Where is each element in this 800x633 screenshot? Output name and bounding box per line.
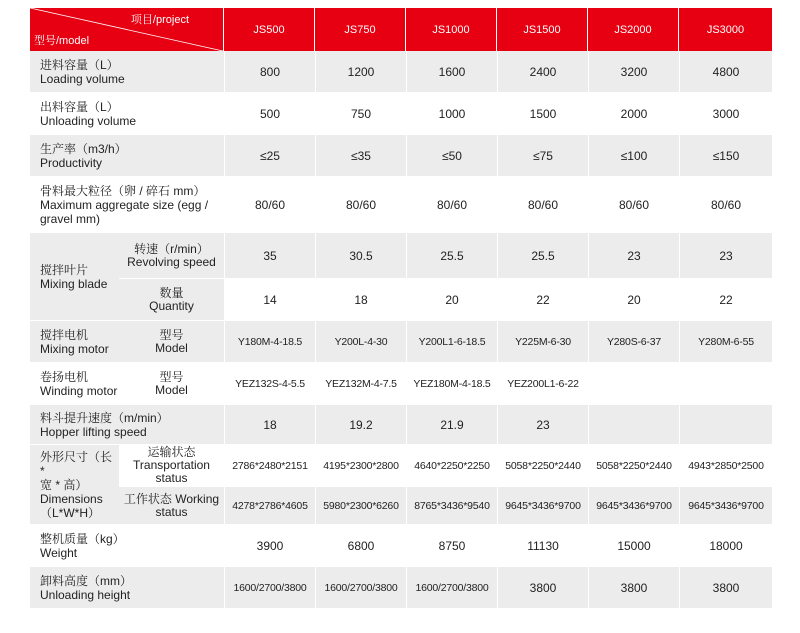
table-cell: 8765*3436*9540 — [406, 487, 497, 525]
sub-label-en: status — [155, 471, 188, 485]
table-cell: 9645*3436*9700 — [588, 487, 679, 525]
row-label-en: Mixing motor — [40, 341, 109, 356]
table-cell: ≤150 — [679, 135, 772, 177]
table-cell: 4943*2850*2500 — [679, 445, 772, 487]
table-cell: 1600/2700/3800 — [406, 567, 497, 609]
table-cell: 80/60 — [588, 177, 679, 233]
model-header: JS1500 — [497, 8, 588, 51]
table-cell: 1600/2700/3800 — [315, 567, 406, 609]
table-cell: 800 — [224, 51, 315, 93]
row-label — [30, 405, 224, 445]
model-header: JS2000 — [588, 8, 679, 51]
table-cell: 5058*2250*2440 — [497, 445, 588, 487]
table-cell: Y200L1-6-18.5 — [406, 321, 497, 363]
table-cell: 22 — [679, 279, 772, 321]
table-cell: 4640*2250*2250 — [406, 445, 497, 487]
table-cell: 80/60 — [406, 177, 497, 233]
table-cell: 500 — [224, 93, 315, 135]
model-header: JS500 — [224, 8, 315, 51]
header-model-label: 型号/model — [34, 35, 90, 47]
row-label-en: Loading volume — [40, 71, 125, 86]
model-header: JS3000 — [679, 8, 772, 51]
table-cell: 3800 — [588, 567, 679, 609]
table-cell: 23 — [679, 233, 772, 279]
row-label — [30, 233, 119, 321]
table-cell: 5058*2250*2440 — [588, 445, 679, 487]
table-cell — [679, 363, 772, 405]
sub-label-en: Transportation — [133, 458, 210, 472]
table-row — [30, 363, 772, 405]
row-label — [30, 135, 224, 177]
row-label-zh: 搅拌叶片 — [40, 262, 89, 277]
table-cell: 25.5 — [406, 233, 497, 279]
table-cell: 2400 — [497, 51, 588, 93]
table-row — [30, 525, 772, 567]
row-label-zh: 外形尺寸（长 * — [40, 449, 113, 478]
table-cell: 3900 — [224, 525, 315, 567]
table-cell — [588, 363, 679, 405]
table-cell: ≤35 — [315, 135, 406, 177]
table-cell: 20 — [588, 279, 679, 321]
sub-label-zh: 数量 — [159, 285, 184, 300]
table-cell: 25.5 — [497, 233, 588, 279]
row-label-en: Maximum aggregate size (egg / — [40, 197, 209, 212]
table-cell — [588, 405, 679, 445]
table-cell: ≤100 — [588, 135, 679, 177]
table-cell: 15000 — [588, 525, 679, 567]
row-label — [30, 445, 119, 525]
sub-label-text: status — [155, 504, 188, 519]
table-cell: 3800 — [497, 567, 588, 609]
table-cell: YEZ180M-4-18.5 — [406, 363, 497, 405]
table-cell: 22 — [497, 279, 588, 321]
row-label — [30, 177, 224, 233]
row-label-zh: 宽 * 高） — [40, 477, 88, 492]
table-cell: ≤75 — [497, 135, 588, 177]
row-label-zh: 整机质量（kg） — [40, 531, 125, 546]
table-row — [30, 445, 772, 487]
table-row — [30, 135, 772, 177]
spec-table — [30, 8, 772, 609]
table-cell: 21.9 — [406, 405, 497, 445]
table-cell: 2786*2480*2151 — [224, 445, 315, 487]
table-row — [30, 177, 772, 233]
row-label-zh: 卸料高度（mm） — [40, 573, 132, 588]
sub-label-text: 工作状态 Working — [123, 491, 220, 506]
table-cell: 80/60 — [497, 177, 588, 233]
table-cell: Y180M-4-18.5 — [224, 321, 315, 363]
sub-label — [119, 279, 224, 321]
table-cell: 18 — [315, 279, 406, 321]
table-cell: 35 — [224, 233, 315, 279]
sub-label-zh: 型号 — [159, 327, 184, 342]
row-label-zh: 进料容量（L） — [40, 57, 119, 72]
table-row — [30, 321, 772, 363]
row-label — [30, 51, 224, 93]
row-label-en: gravel mm) — [40, 211, 101, 226]
table-cell: 30.5 — [315, 233, 406, 279]
row-label-zh: 生产率（m3/h） — [40, 141, 127, 156]
header-row — [30, 8, 772, 51]
table-cell: 6800 — [315, 525, 406, 567]
table-cell: 4800 — [679, 51, 772, 93]
table-cell — [679, 405, 772, 445]
table-cell: 1600/2700/3800 — [224, 567, 315, 609]
sub-label-zh: 型号 — [159, 369, 184, 384]
table-cell: 11130 — [497, 525, 588, 567]
row-label-en: Mixing blade — [40, 276, 108, 291]
table-cell: Y200L-4-30 — [315, 321, 406, 363]
table-cell: 9645*3436*9700 — [497, 487, 588, 525]
table-cell: Y225M-6-30 — [497, 321, 588, 363]
row-label — [30, 321, 119, 363]
table-cell: ≤25 — [224, 135, 315, 177]
table-row — [30, 405, 772, 445]
sub-label-zh: 转速（r/min） — [134, 241, 209, 256]
table-cell: YEZ132M-4-7.5 — [315, 363, 406, 405]
sub-label-en: Model — [155, 382, 188, 397]
row-label-en: Unloading height — [40, 587, 131, 602]
row-label-zh: 骨料最大粒径（卵 / 碎石 mm） — [40, 183, 206, 198]
sub-label-en: Quantity — [149, 298, 194, 313]
row-label-en: Hopper lifting speed — [40, 424, 147, 439]
row-label-en: Weight — [40, 545, 78, 560]
sub-label — [119, 363, 224, 405]
row-label-zh: 料斗提升速度（m/min） — [40, 410, 169, 425]
row-label-en: （L*W*H） — [40, 505, 101, 520]
table-cell: 3800 — [679, 567, 772, 609]
row-label-zh: 搅拌电机 — [40, 327, 89, 342]
row-label — [30, 567, 224, 609]
table-row — [30, 567, 772, 609]
table-cell: 18 — [224, 405, 315, 445]
table-cell: 23 — [497, 405, 588, 445]
table-cell: 23 — [588, 233, 679, 279]
table-cell: 80/60 — [315, 177, 406, 233]
table-cell: ≤50 — [406, 135, 497, 177]
table-cell: 750 — [315, 93, 406, 135]
table-row — [30, 487, 772, 525]
table-cell: 1600 — [406, 51, 497, 93]
sub-label — [119, 445, 224, 487]
sub-label-zh: 运输状态 — [147, 445, 196, 459]
table-cell: 80/60 — [679, 177, 772, 233]
table-cell: 4278*2786*4605 — [224, 487, 315, 525]
table-row — [30, 51, 772, 93]
table-cell: 80/60 — [224, 177, 315, 233]
table-cell: 3200 — [588, 51, 679, 93]
table-cell: 3000 — [679, 93, 772, 135]
table-row — [30, 279, 772, 321]
row-label-en: Dimensions — [40, 491, 103, 506]
table-row — [30, 93, 772, 135]
model-header: JS1000 — [406, 8, 497, 51]
table-row — [30, 233, 772, 279]
sub-label — [119, 321, 224, 363]
sub-label — [119, 233, 224, 279]
header-project-label: 项目/project — [130, 14, 189, 26]
table-cell: 20 — [406, 279, 497, 321]
sub-label-en: Model — [155, 340, 188, 355]
table-cell: 1500 — [497, 93, 588, 135]
table-cell: 2000 — [588, 93, 679, 135]
table-cell: 5980*2300*6260 — [315, 487, 406, 525]
table-cell: 8750 — [406, 525, 497, 567]
row-label — [30, 93, 224, 135]
table-cell: 1200 — [315, 51, 406, 93]
header-corner-cell — [30, 8, 224, 51]
row-label-en: Winding motor — [40, 383, 118, 398]
table-cell: Y280S-6-37 — [588, 321, 679, 363]
row-label-zh: 出料容量（L） — [40, 99, 119, 114]
spec-table-container — [30, 8, 772, 609]
row-label-zh: 卷扬电机 — [40, 369, 89, 384]
table-cell: 4195*2300*2800 — [315, 445, 406, 487]
table-cell: Y280M-6-55 — [679, 321, 772, 363]
row-label — [30, 363, 119, 405]
table-cell: 14 — [224, 279, 315, 321]
table-cell: YEZ200L1-6-22 — [497, 363, 588, 405]
table-cell: 9645*3436*9700 — [679, 487, 772, 525]
row-label-en: Productivity — [40, 155, 103, 170]
table-cell: 1000 — [406, 93, 497, 135]
model-header: JS750 — [315, 8, 406, 51]
sub-label-en: Revolving speed — [127, 254, 216, 269]
row-label — [30, 525, 224, 567]
row-label-en: Unloading volume — [40, 113, 137, 128]
table-cell: 18000 — [679, 525, 772, 567]
table-cell: 19.2 — [315, 405, 406, 445]
table-cell: YEZ132S-4-5.5 — [224, 363, 315, 405]
sub-label — [119, 487, 224, 525]
